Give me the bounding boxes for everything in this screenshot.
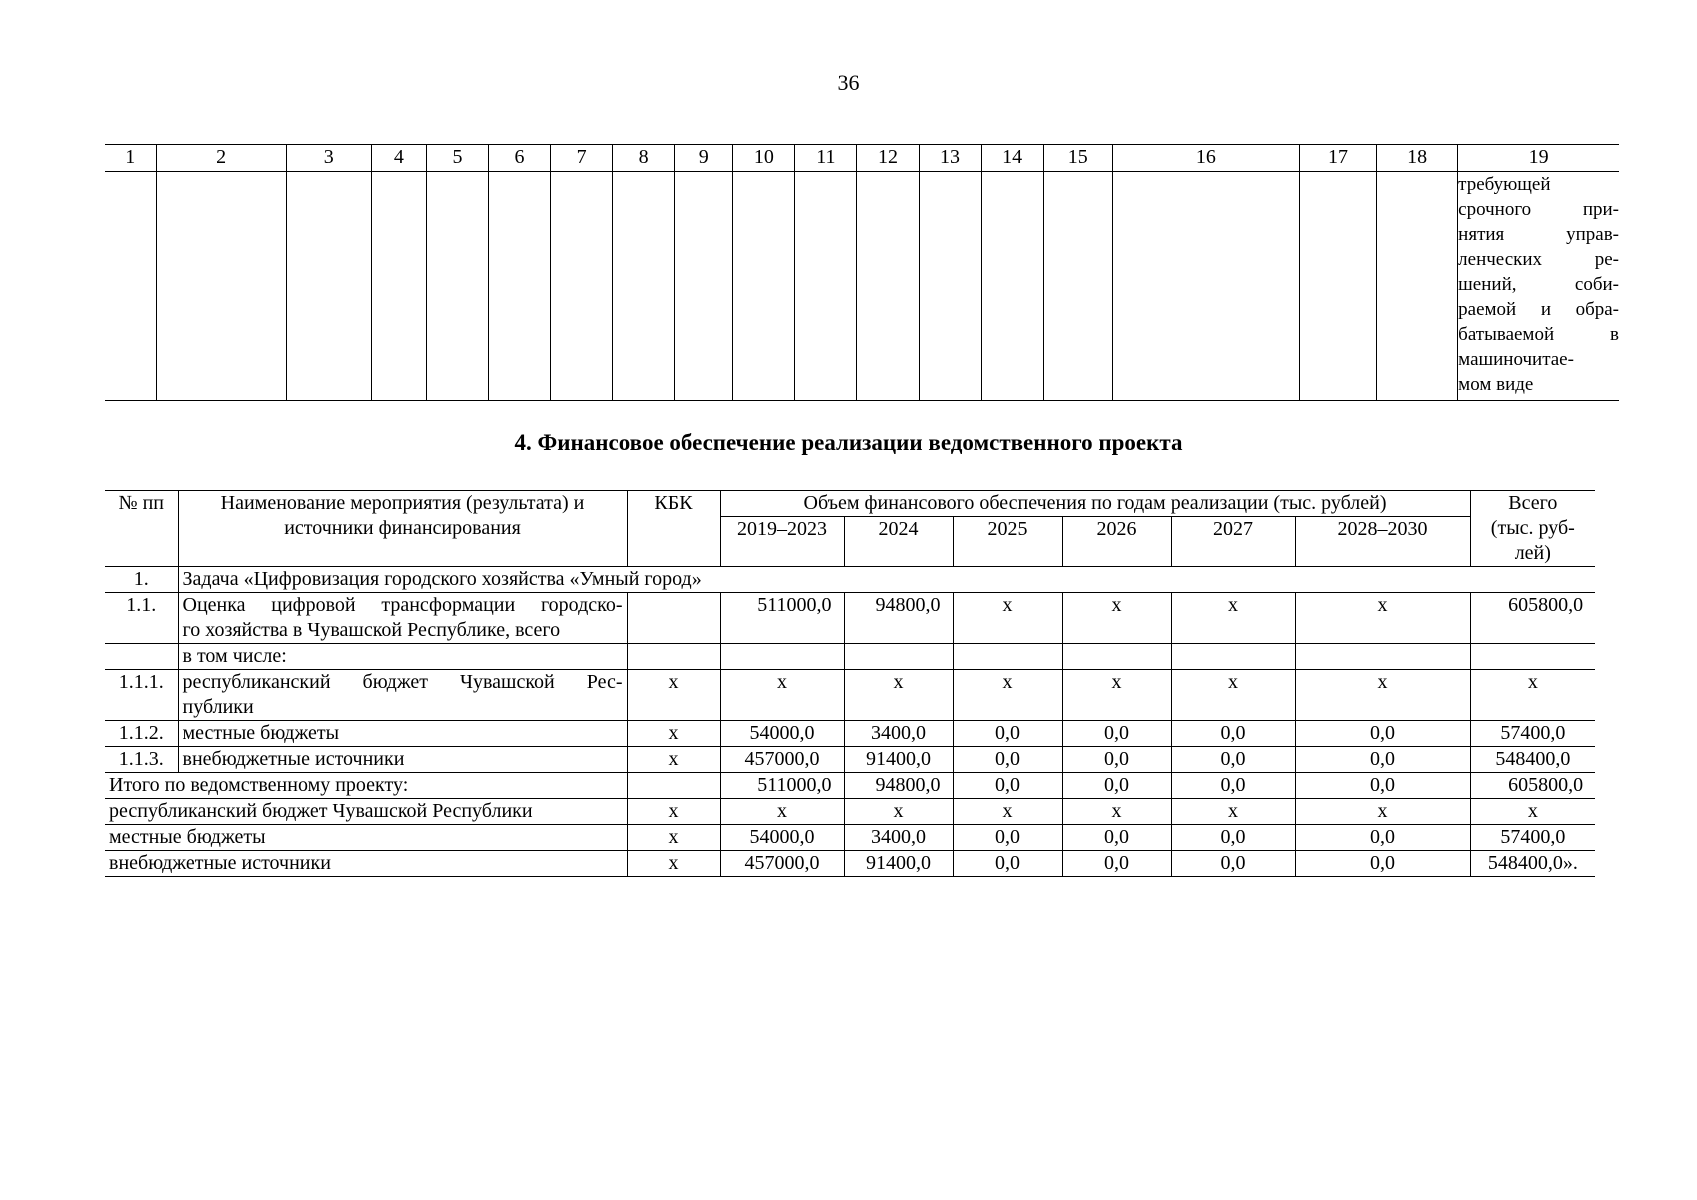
row-value: 0,0 [1171, 851, 1295, 877]
column-number: 4 [371, 145, 426, 172]
row-value: 0,0 [1295, 721, 1470, 747]
row-num: 1.1.2. [105, 721, 178, 747]
row-kbk: х [627, 851, 720, 877]
empty-cell [795, 172, 857, 401]
continuation-row [105, 172, 1619, 401]
row-total: 57400,0 [1470, 721, 1595, 747]
empty-cell [733, 172, 795, 401]
total-label: Итого по ведомственному проекту: [105, 773, 627, 799]
header-kbk: КБК [627, 491, 720, 567]
header-year: 2024 [844, 517, 953, 567]
empty-cell [675, 172, 733, 401]
empty-cell [627, 644, 720, 670]
section-heading: 4. Финансовое обеспечение реализации ведомственного проекта [514, 430, 1183, 455]
table-row [105, 721, 1595, 747]
row-value: 0,0 [953, 747, 1062, 773]
row-value: х [720, 670, 844, 721]
header-year: 2027 [1171, 517, 1295, 567]
empty-cell [953, 644, 1062, 670]
column-19-text: требующей срочного при- нятия управ- ленческих ре- шений, соби- раемой и обра- батываемой в машиночитае- мом виде [1458, 172, 1619, 401]
task-row [105, 567, 1595, 593]
total-label: местные бюджеты [105, 825, 627, 851]
empty-cell [844, 644, 953, 670]
empty-cell [1295, 644, 1470, 670]
row-num: 1.1. [105, 593, 178, 644]
row-value: 0,0 [1171, 825, 1295, 851]
row-name: Оценка цифровой трансформации городско- го хозяйства в Чувашской Республике, всего [178, 593, 627, 644]
header-total: Всего (тыс. руб- лей) [1470, 491, 1595, 567]
empty-cell [1171, 644, 1295, 670]
row-kbk: х [627, 825, 720, 851]
column-number: 7 [551, 145, 613, 172]
row-kbk: х [627, 747, 720, 773]
column-number: 11 [795, 145, 857, 172]
row-value: х [1062, 593, 1171, 644]
row-value: 0,0 [953, 851, 1062, 877]
row-value: 0,0 [1295, 747, 1470, 773]
row-value: 3400,0 [844, 721, 953, 747]
empty-cell [1299, 172, 1376, 401]
row-total: 57400,0 [1470, 825, 1595, 851]
total-label: республиканский бюджет Чувашской Республики [105, 799, 627, 825]
row-value: 0,0 [953, 773, 1062, 799]
row-name: внебюджетные источники [178, 747, 627, 773]
row-total: 605800,0 [1470, 773, 1595, 799]
column-number: 18 [1377, 145, 1458, 172]
column-number: 17 [1299, 145, 1376, 172]
header-num: № пп [105, 491, 178, 567]
row-value: 457000,0 [720, 747, 844, 773]
empty-cell [1112, 172, 1299, 401]
empty-cell [720, 644, 844, 670]
row-num: 1.1.3. [105, 747, 178, 773]
row-kbk: х [627, 799, 720, 825]
row-value: 94800,0 [844, 773, 953, 799]
row-value: 0,0 [953, 721, 1062, 747]
row-value: 0,0 [1062, 825, 1171, 851]
header-name: Наименование мероприятия (результата) и источники финансирования [178, 491, 627, 567]
empty-cell [551, 172, 613, 401]
row-kbk: х [627, 670, 720, 721]
empty-cell [1470, 644, 1595, 670]
row-value: 0,0 [1171, 721, 1295, 747]
column-number: 8 [613, 145, 675, 172]
row-value: 0,0 [1171, 747, 1295, 773]
row-value: х [1062, 670, 1171, 721]
row-value: 511000,0 [720, 593, 844, 644]
row-num: 1. [105, 567, 178, 593]
column-number: 3 [286, 145, 371, 172]
empty-cell [488, 172, 550, 401]
task-text: Задача «Цифровизация городского хозяйства «Умный город» [178, 567, 1595, 593]
row-value: 0,0 [1295, 851, 1470, 877]
empty-cell [981, 172, 1043, 401]
row-total: 548400,0 [1470, 747, 1595, 773]
row-total: 605800,0 [1470, 593, 1595, 644]
empty-cell [1062, 644, 1171, 670]
column-number: 15 [1043, 145, 1112, 172]
row-name: местные бюджеты [178, 721, 627, 747]
total-row [105, 799, 1595, 825]
row-value: 0,0 [1171, 773, 1295, 799]
row-value: х [953, 670, 1062, 721]
row-value: х [953, 593, 1062, 644]
row-num: 1.1.1. [105, 670, 178, 721]
row-value: х [844, 670, 953, 721]
row-value: 91400,0 [844, 747, 953, 773]
row-kbk [627, 593, 720, 644]
row-value: 0,0 [1295, 825, 1470, 851]
row-value: 54000,0 [720, 721, 844, 747]
row-value: х [1171, 799, 1295, 825]
row-value: 54000,0 [720, 825, 844, 851]
empty-cell [857, 172, 919, 401]
row-value: 0,0 [1062, 773, 1171, 799]
row-value: х [844, 799, 953, 825]
empty-cell [105, 172, 156, 401]
row-value: 0,0 [1295, 773, 1470, 799]
header-year: 2026 [1062, 517, 1171, 567]
empty-cell [1043, 172, 1112, 401]
table-row [105, 644, 1595, 670]
empty-cell [105, 644, 178, 670]
row-value: 94800,0 [844, 593, 953, 644]
row-kbk [627, 773, 720, 799]
financing-table [105, 490, 1595, 877]
table-row [105, 670, 1595, 721]
column-number: 12 [857, 145, 919, 172]
column-number-row [105, 145, 1619, 172]
total-row [105, 825, 1595, 851]
header-row [105, 491, 1595, 517]
empty-cell [613, 172, 675, 401]
row-value: х [1295, 593, 1470, 644]
row-kbk: х [627, 721, 720, 747]
row-value: 91400,0 [844, 851, 953, 877]
empty-cell [371, 172, 426, 401]
row-value: х [1171, 593, 1295, 644]
table-row [105, 593, 1595, 644]
total-label: внебюджетные источники [105, 851, 627, 877]
header-volume: Объем финансового обеспечения по годам реализации (тыс. рублей) [720, 491, 1470, 517]
page-number: 36 [837, 70, 860, 95]
row-total: х [1470, 670, 1595, 721]
row-value: 0,0 [1062, 721, 1171, 747]
row-value: х [1171, 670, 1295, 721]
column-number: 2 [156, 145, 286, 172]
column-number: 13 [919, 145, 981, 172]
row-value: 0,0 [1062, 851, 1171, 877]
row-value: х [720, 799, 844, 825]
column-number: 5 [426, 145, 488, 172]
row-name: республиканский бюджет Чувашской Рес- публики [178, 670, 627, 721]
column-number: 6 [488, 145, 550, 172]
table-row [105, 747, 1595, 773]
row-value: 3400,0 [844, 825, 953, 851]
empty-cell [426, 172, 488, 401]
total-row [105, 851, 1595, 877]
column-number: 10 [733, 145, 795, 172]
row-total: х [1470, 799, 1595, 825]
continuation-table [105, 144, 1619, 401]
row-total: 548400,0». [1470, 851, 1595, 877]
header-year: 2028–2030 [1295, 517, 1470, 567]
empty-cell [919, 172, 981, 401]
column-number: 14 [981, 145, 1043, 172]
row-value: 511000,0 [720, 773, 844, 799]
header-year: 2025 [953, 517, 1062, 567]
row-value: х [1062, 799, 1171, 825]
column-number: 19 [1458, 145, 1619, 172]
total-row [105, 773, 1595, 799]
empty-cell [286, 172, 371, 401]
empty-cell [156, 172, 286, 401]
row-name: в том числе: [178, 644, 627, 670]
row-value: 0,0 [953, 825, 1062, 851]
column-number: 16 [1112, 145, 1299, 172]
row-value: х [1295, 799, 1470, 825]
row-value: х [953, 799, 1062, 825]
column-number: 1 [105, 145, 156, 172]
empty-cell [1377, 172, 1458, 401]
row-value: 457000,0 [720, 851, 844, 877]
row-value: х [1295, 670, 1470, 721]
column-number: 9 [675, 145, 733, 172]
header-year: 2019–2023 [720, 517, 844, 567]
row-value: 0,0 [1062, 747, 1171, 773]
